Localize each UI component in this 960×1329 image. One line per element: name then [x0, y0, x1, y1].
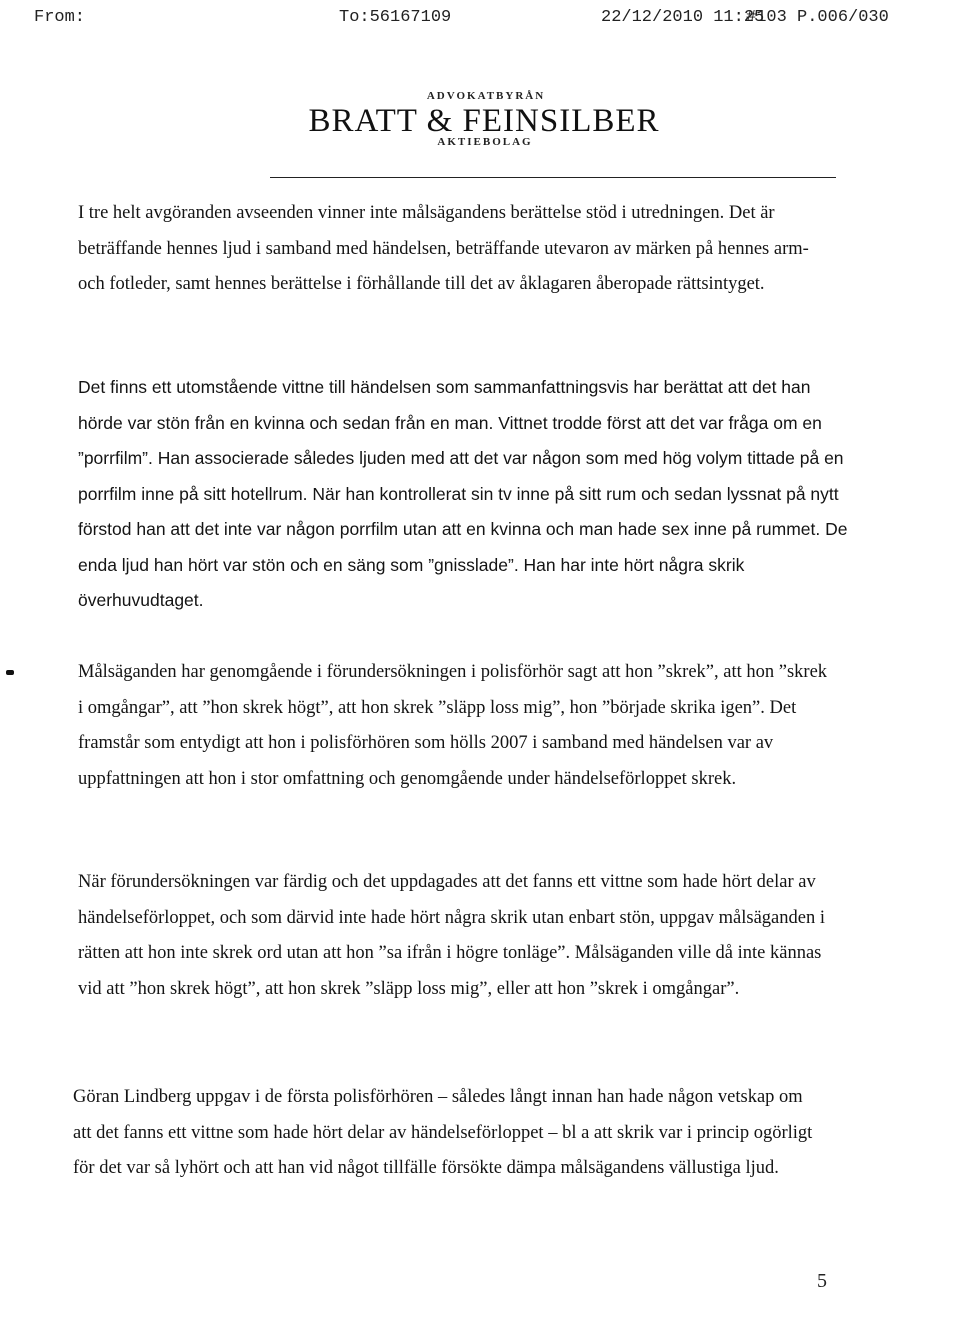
page-number: 5 — [817, 1270, 827, 1292]
fax-page: #103 P.006/030 — [746, 8, 889, 27]
paragraph-4: När förundersökningen var färdig och det uppdagades att det fanns ett vittne som hade hört delar av händelseförloppet, och som därvid inte hade hört några skrik utan enbart stön, uppgav målsäganden i rätten att hon inte skrek ord utan att hon ”sa ifrån i högre tonläge”. Målsäganden ville då inte kännas vid att ”hon skrek högt”, att hon skrek ”släpp loss mig”, eller att hon ”skrek i omgångar”. — [78, 872, 825, 999]
paragraph-5: Göran Lindberg uppgav i de första polisförhören – således långt innan han hade någon vetskap om att det fanns ett vittne som hade hört delar av händelseförloppet – bl a att skrik var i princip ogörligt för det var så lyhört och att han vid något tillfälle försökte dämpa målsägandens vällustiga ljud. — [73, 1087, 813, 1178]
paragraph-2: Det finns ett utomstående vittne till händelsen som sammanfattningsvis har berättat att det han hörde var stön från en kvinna och sedan från en man. Vittnet trodde först att det var fråga om en ”porrfilm”. Han associerade således ljuden med att det var någon som med hög volym tittade på en porrfilm inne på sitt hotellrum. När han kontrollerat sin tv inne på sitt rum och sedan lyssnat på nytt förstod han att det inte var någon porrfilm utan att en kvinna och man hade sex inne på rummet. De enda ljud han hört var stön och en säng som ”gnisslade”. Han har inte hört några skrik överhuvudtaget. — [78, 377, 848, 610]
margin-mark — [6, 670, 14, 675]
paragraph-3: Målsäganden har genomgående i förundersökningen i polisförhör sagt att hon ”skrek”, att hon ”skrek i omgångar”, att ”hon skrek högt”, att hon skrek ”släpp loss mig”, hon ”började skrika igen”. Det framstår som entydigt att hon i polisförhören som hölls 2007 i samband med händelsen var av uppfattningen att hon i stor omfattning och genomgående under händelseförloppet skrek. — [78, 662, 828, 789]
fax-header — [34, 8, 940, 32]
letterhead-divider — [270, 177, 836, 178]
fax-datetime: 22/12/2010 11:25 — [601, 8, 765, 27]
paragraph-1: I tre helt avgöranden avseenden vinner inte målsägandens berättelse stöd i utredningen. Det är beträffande hennes ljud i samband med händelsen, beträffande utevaron av märken på hennes arm- och fotleder, samt hennes berättelse i förhållande till det av åklagaren åberopade rättsintyget. — [78, 203, 809, 294]
letterhead-bottom: AKTIEBOLAG — [437, 136, 533, 148]
letterhead — [0, 90, 960, 148]
fax-from: From: — [34, 8, 86, 27]
firm-name: BRATT & FEINSILBER — [308, 103, 660, 139]
fax-to: To:56167109 — [339, 8, 452, 27]
letterhead-top: ADVOKATBYRÅN — [426, 90, 546, 102]
